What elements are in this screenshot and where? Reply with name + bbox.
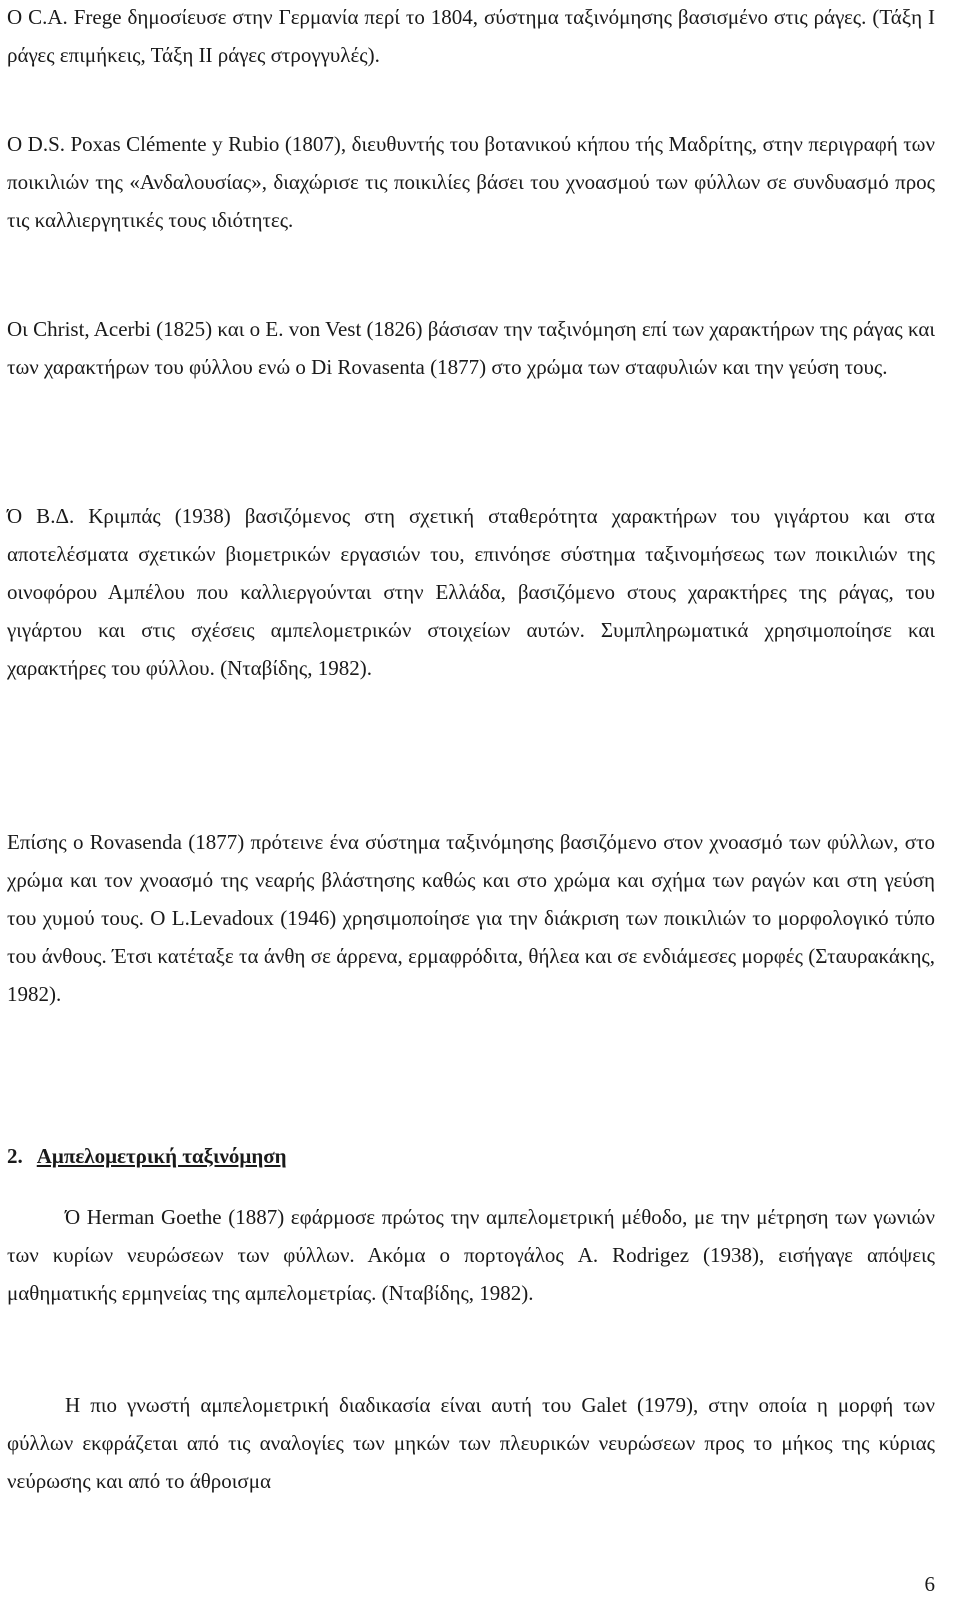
section-title: Αμπελομετρική ταξινόμηση (36, 1144, 287, 1168)
paragraph-krimpas: Ό Β.Δ. Κριμπάς (1938) βασιζόμενος στη σχετική σταθερότητα χαρακτήρων του γιγάρτου και στα αποτελέσματα σχετικών βιομετρικών εργασιών του, επινόησε σύστημα ταξινομήσεως των ποικιλιών της οινοφόρου Αμπέλου που καλλιεργούνται στην Ελλάδα, βασιζόμενο στους χαρακτήρες της ράγας, του γιγάρτου και στις σχέσεις αμπελομετρικών στοιχείων αυτών. Συμπληρωματικά χρησιμοποίησε και χαρακτήρες του φύλλου. (Νταβίδης, 1982). (7, 504, 935, 680)
paragraph-christ-acerbi: Οι Christ, Acerbi (1825) και ο E. von Vest (1826) βάσισαν την ταξινόμηση επί των χαρακτήρων της ράγας και των χαρακτήρων του φύλλου ενώ ο Di Rovasenta (1877) στο χρώμα των σταφυλιών και την γεύση τους. (7, 317, 935, 379)
page-number: 6 (924, 1572, 935, 1596)
paragraph-rovasenda: Επίσης ο Rovasenda (1877) πρότεινε ένα σύστημα ταξινόμησης βασιζόμενο στον χνοασμό των φύλλων, στο χρώμα και τον χνοασμό της νεαρής βλάστησης καθώς και στο χρώμα και σχήμα των ραγών και στη γεύση του χυμού τους. Ο L.Levadoux (1946) χρησιμοποίησε για την διάκριση των ποικιλιών το μορφολογικό τύπο του άνθους. Έτσι κατέταξε τα άνθη σε άρρενα, ερμαφρόδιτα, θήλεα και σε ενδιάμεσες μορφές (Σταυρακάκης, 1982). (7, 830, 935, 1006)
paragraph-frege: Ο C.A. Frege δημοσίευσε στην Γερμανία περί το 1804, σύστημα ταξινόμησης βασισμένο στις ράγες. (Τάξη Ι ράγες επιμήκεις, Τάξη ΙΙ ράγες στρογγυλές). (7, 5, 935, 67)
section-heading (7, 1144, 287, 1169)
paragraph-galet: Η πιο γνωστή αμπελομετρική διαδικασία είναι αυτή του Galet (1979), στην οποία η μορφή των φύλλων εκφράζεται από τις αναλογίες των μηκών των πλευρικών νευρώσεων προς το μήκος της κύριας νεύρωσης και από το άθροισμα (7, 1393, 935, 1493)
paragraph-goethe: Ό Herman Goethe (1887) εφάρμοσε πρώτος την αμπελομετρική μέθοδο, με την μέτρηση των γωνιών των κυρίων νευρώσεων των φύλλων. Ακόμα ο πορτογάλος A. Rodrigez (1938), εισήγαγε απόψεις μαθηματικής ερμηνείας της αμπελομετρίας. (Νταβίδης, 1982). (7, 1205, 935, 1305)
paragraph-poxas: Ο D.S. Poxas Clémente y Rubio (1807), διευθυντής του βοτανικού κήπου τής Μαδρίτης, στην περιγραφή των ποικιλιών της «Ανδαλουσίας», διαχώρισε τις ποικιλίες βάσει του χνοασμού των φύλλων σε συνδυασμό προς τις καλλιεργητικές τους ιδιότητες. (7, 132, 935, 232)
section-number: 2. (7, 1144, 23, 1168)
